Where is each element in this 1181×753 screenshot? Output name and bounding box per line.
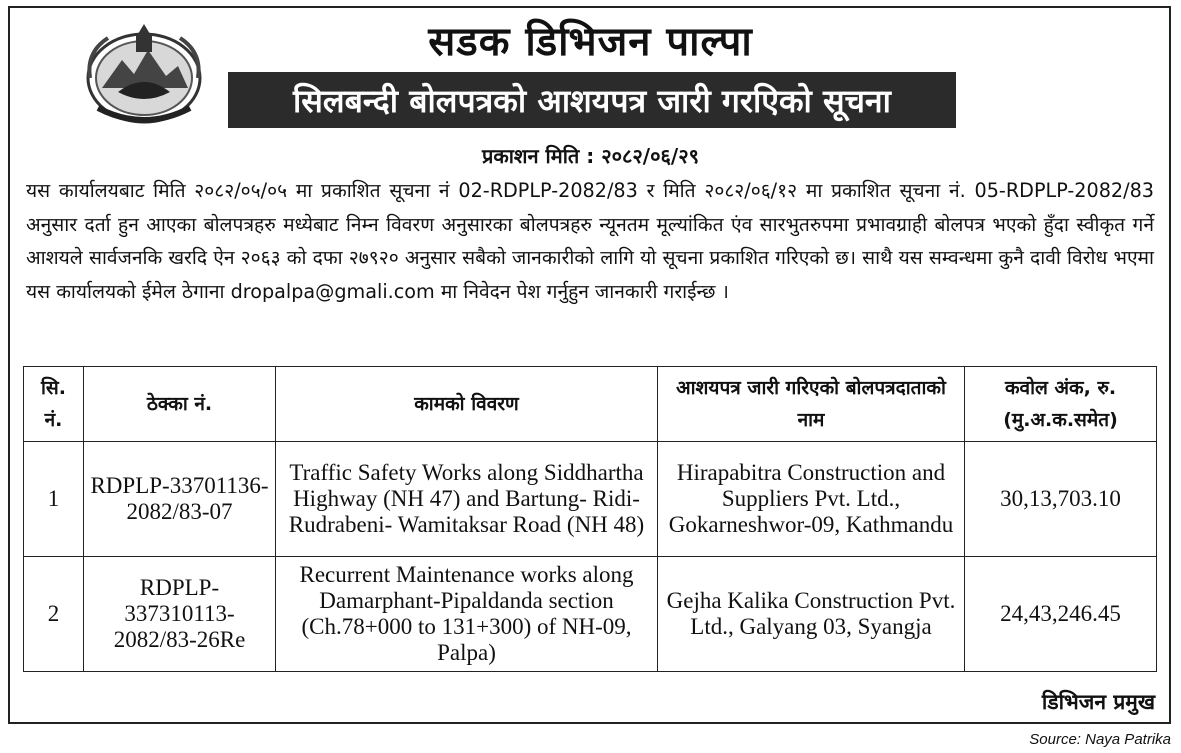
- header-contract-no: ठेक्का नं.: [84, 367, 276, 442]
- notice-body-paragraph: यस कार्यालयबाट मिति २०८२/०५/०५ मा प्रकाशित सूचना नं 02-RDPLP-2082/83 र मिति २०८२/०६/१२ मा प्रकाशित सूचना नं. 05-RDPLP-2082/83 अनुसार दर्ता हुन आएका बोलपत्रहरु मध्येबाट निम्न विवरण अनुसारका बोलपत्रहरु न्यूनतम मूल्यांकित एंव सारभुतरुपमा प्रभावग्राही बोलपत्र भएको हुँदा स्वीकृत गर्ने आशयले सार्वजनकि खरदि ऐन २०६३ को दफा २७९२० अनुसार सबैको जानकारीको लागि यो सूचना प्रकाशित गरिएको छ। साथै यस सम्वन्धमा कुनै दावी विरोध भएमा यस कार्यालयको ईमेल ठेगाना dropalpa@gmali.com मा निवेदन पेश गर्नुहुन जानकारी गराईन्छ ।: [26, 179, 1154, 303]
- row-bidder-name: Gejha Kalika Construction Pvt. Ltd., Galyang 03, Syangja: [658, 557, 965, 672]
- row-bidder-name: Hirapabitra Construction and Suppliers Pvt. Ltd., Gokarneshwor-09, Kathmandu: [658, 442, 965, 557]
- signature-division-chief: डिभिजन प्रमुख: [1041, 690, 1155, 714]
- row-contract-no: RDPLP-33701136-2082/83-07: [84, 442, 276, 557]
- table-row: [24, 557, 1157, 672]
- header-work-description: कामको विवरण: [276, 367, 658, 442]
- source-credit: Source: Naya Patrika: [1029, 731, 1171, 748]
- publication-date: प्रकाशन मिति : २०८२/०६/२९: [481, 144, 700, 168]
- header-bidder-name: आशयपत्र जारी गरिएको बोलपत्रदाताको नाम: [658, 367, 965, 442]
- row-serial: 1: [24, 442, 84, 557]
- header-serial: सि. नं.: [24, 367, 84, 442]
- row-bid-amount: 24,43,246.45: [965, 557, 1157, 672]
- table-row: [24, 442, 1157, 557]
- award-table: [23, 366, 1157, 672]
- notice-title-banner: सिलबन्दी बोलपत्रको आशयपत्र जारी गरएिको सूचना: [228, 72, 956, 128]
- row-work-description: Recurrent Maintenance works along Damarphant-Pipaldanda section (Ch.78+000 to 131+300) of NH-09, Palpa): [276, 557, 658, 672]
- header-bid-amount: कवोल अंक, रु. (मु.अ.क.समेत): [965, 367, 1157, 442]
- row-contract-no: RDPLP-337310113-2082/83-26Re: [84, 557, 276, 672]
- office-name: सडक डिभिजन पाल्पा: [428, 19, 753, 65]
- row-bid-amount: 30,13,703.10: [965, 442, 1157, 557]
- row-work-description: Traffic Safety Works along Siddhartha Highway (NH 47) and Bartung- Ridi- Rudrabeni- Wamitaksar Road (NH 48): [276, 442, 658, 557]
- row-serial: 2: [24, 557, 84, 672]
- table-header-row: [24, 367, 1157, 442]
